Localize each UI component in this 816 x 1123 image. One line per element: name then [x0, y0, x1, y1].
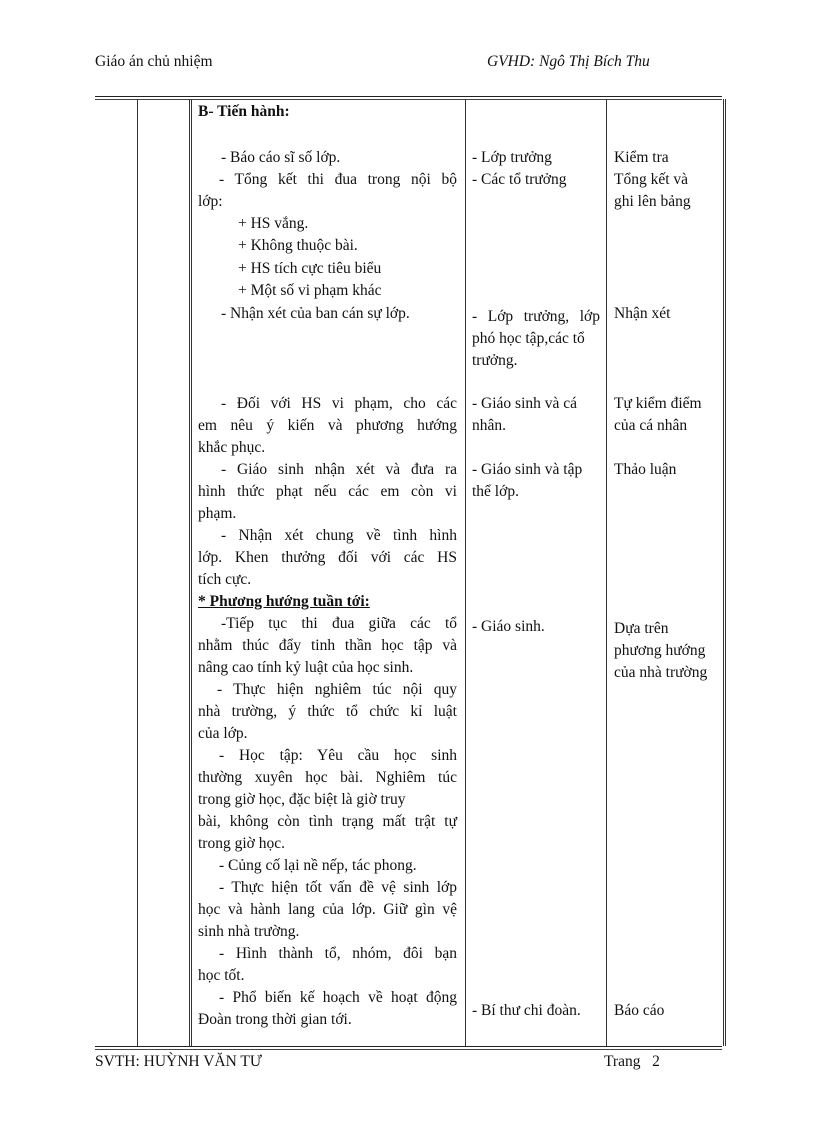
- header-left: Giáo án chủ nhiệm: [95, 53, 213, 70]
- content-line: hình thức phạt nếu các em còn vi: [198, 483, 457, 500]
- content2-line: - Củng cố lại nề nếp, tác phong.: [219, 857, 417, 874]
- subsection-title: [198, 591, 457, 613]
- content-line: - Báo cáo sĩ số lớp.: [221, 149, 341, 166]
- participant-line: - Lớp trưởng: [472, 149, 552, 166]
- content-line: tích cực.: [198, 571, 252, 588]
- content2-line: trong giờ học, đặc biệt là giờ truy: [198, 791, 406, 808]
- content-line: + HS vắng.: [238, 215, 309, 232]
- content2-line: học tốt.: [198, 967, 245, 984]
- content-line: khắc phục.: [198, 439, 266, 456]
- content2-line: - Hình thành tổ, nhóm, đôi bạn: [219, 945, 457, 962]
- content2-line: học và hành lang của lớp. Giữ gìn vệ: [198, 901, 457, 918]
- content-line: - Giáo sinh nhận xét và đưa ra: [221, 461, 457, 478]
- content2-line: - Phổ biến kế hoạch về hoạt động: [219, 989, 457, 1006]
- note-line: Nhận xét: [614, 305, 671, 322]
- note-line: Tự kiểm điểm: [614, 395, 702, 412]
- content2-line: của lớp.: [198, 725, 248, 742]
- content-line: + Không thuộc bài.: [238, 237, 358, 254]
- note-line: ghi lên bảng: [614, 193, 691, 210]
- subsection-title-text: * Phương hướng tuần tới:: [198, 593, 370, 610]
- footer-page: [604, 1053, 660, 1071]
- footer-rule: [95, 1046, 722, 1047]
- content-line: - Tổng kết thi đua trong nội bộ: [219, 171, 457, 188]
- content2-line: -Tiếp tục thi đua giữa các tổ: [221, 615, 457, 632]
- content-line: em nêu ý kiến và phương hướng: [198, 417, 457, 434]
- participant-line: - Giáo sinh và tập: [472, 461, 583, 478]
- participant-line: - Giáo sinh và cá: [472, 395, 578, 412]
- participant-line: - Bí thư chi đoàn.: [472, 1002, 581, 1019]
- content2-line: - Thực hiện tốt vấn đề vệ sinh lớp: [219, 879, 457, 896]
- participant-line: - Lớp trưởng, lớp: [472, 308, 600, 325]
- content-line: - Đối với HS vi phạm, cho các: [221, 395, 457, 412]
- page-number: 2: [652, 1053, 660, 1070]
- content-line: + Một số vi phạm khác: [238, 282, 382, 299]
- table-border-left: [137, 99, 138, 1046]
- footer-left: SVTH: HUỲNH VĂN TƯ: [95, 1053, 262, 1070]
- content-line: phạm.: [198, 505, 237, 522]
- header-rule: [95, 96, 722, 97]
- participant-line: trưởng.: [472, 352, 518, 369]
- content2-line: Đoàn trong thời gian tới.: [198, 1011, 352, 1028]
- content-line: - Nhận xét chung về tình hình: [221, 527, 457, 544]
- content-line: lớp:: [198, 193, 223, 210]
- note-line: Báo cáo: [614, 1002, 665, 1019]
- content2-line: - Học tập: Yêu cầu học sinh: [219, 747, 457, 764]
- content2-line: nhằm thúc đẩy tinh thần học tập và: [198, 637, 457, 654]
- content2-line: trong giờ học.: [198, 835, 285, 852]
- table-border-right: [723, 99, 726, 1046]
- note-line: Dựa trên: [614, 620, 669, 637]
- note-line: của nhà trường: [614, 664, 708, 681]
- content-line: + HS tích cực tiêu biểu: [238, 260, 382, 277]
- note-line: Thảo luận: [614, 461, 677, 478]
- participant-line: phó học tập,các tổ: [472, 330, 585, 347]
- header-right: GVHD: Ngô Thị Bích Thu: [487, 53, 650, 70]
- note-line: Tổng kết và: [614, 171, 689, 188]
- content2-line: nâng cao tính kỷ luật của học sinh.: [198, 659, 414, 676]
- table-divider-col1: [189, 99, 192, 1046]
- content-line: - Nhận xét của ban cán sự lớp.: [221, 305, 410, 322]
- note-line: Kiểm tra: [614, 149, 669, 166]
- note-line: của cá nhân: [614, 417, 688, 434]
- participant-line: nhân.: [472, 417, 507, 434]
- content2-line: thường xuyên học bài. Nghiêm túc: [198, 769, 457, 786]
- content2-line: - Thực hiện nghiêm túc nội quy: [217, 681, 457, 698]
- page-label: Trang: [604, 1053, 641, 1070]
- participant-line: - Giáo sinh.: [472, 618, 545, 635]
- participant-line: thể lớp.: [472, 483, 519, 500]
- note-line: phương hướng: [614, 642, 706, 659]
- content-line: lớp. Khen thưởng đối với các HS: [198, 549, 457, 566]
- section-title: B- Tiến hành:: [198, 103, 290, 120]
- content2-line: bài, không còn tình trạng mất trật tự: [198, 813, 457, 830]
- participant-line: - Các tổ trưởng: [472, 171, 567, 188]
- table-divider-col3: [606, 99, 607, 1046]
- footer-rule-thin: [95, 1049, 722, 1050]
- content2-line: nhà trường, ý thức tổ chức kỉ luật: [198, 703, 457, 720]
- content2-line: sinh nhà trường.: [198, 923, 300, 940]
